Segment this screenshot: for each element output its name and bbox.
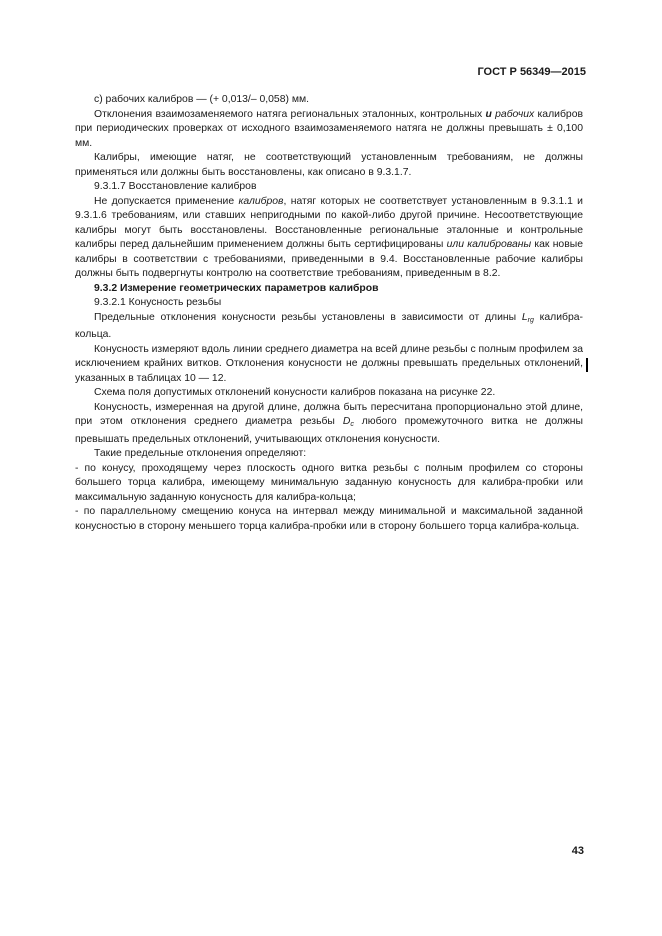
clause-heading-9-3-2-1: 9.3.2.1 Конусность резьбы [94, 297, 222, 308]
list-item-2: - по параллельному смещению конуса на интервал между минимальной и максимальной заданной конусностью в сторону меньшего торца калибра-пробки или в сторону большего торца калибра-кольца. [75, 506, 583, 532]
paragraph-5 [75, 195, 583, 282]
text-run-italic: или калиброваны [446, 239, 532, 250]
text-run-italic: рабочих [495, 108, 535, 120]
text-run: Конусность, измеренная на другой длине, должна быть пересчитана пропорционально этой длине, при этом отклонения среднего диаметра резьбы [75, 401, 583, 427]
text-run: Предельные отклонения конусности резьбы установлены в зависимости от длины [94, 311, 522, 323]
paragraph-8 [75, 311, 583, 343]
subscript-c: c [350, 421, 354, 428]
symbol-D: D [342, 416, 351, 427]
list-item-1: - по конусу, проходящему через плоскость одного витка резьбы с полным профилем со стороны большего торца калибра, имеющему минимальную заданную конусность для калибра-пробки или максимальную заданную конусность для калибра-кольца; [75, 462, 583, 503]
page-body [75, 93, 583, 534]
text-run-bold-italic: и [485, 108, 492, 120]
text-run: , натяг которых не соответствует установленным в 9.3.1.1 и 9.3.1.6 требованиям, или ставших непригодными по какой-либо другой причине. Несоответствующие калибры могут быть восстановлены. Восстановленные региональные эталонные и контрольные калибры перед дальнейшим применением должны быть сертифицированы [75, 195, 583, 250]
paragraph-10: Схема поля допустимых отклонений конусности калибров показана на рисунке 22. [94, 387, 496, 398]
paragraph-2 [75, 108, 583, 152]
paragraph-12: Такие предельные отклонения определяют: [94, 448, 307, 459]
doc-code-header: ГОСТ Р 56349—2015 [477, 66, 586, 78]
clause-heading-9-3-1-7: 9.3.1.7 Восстановление калибров [94, 181, 257, 192]
page-number: 43 [571, 845, 584, 857]
paragraph-3: Калибры, имеющие натяг, не соответствующий установленным требованиям, не должны применяться или должны быть восстановлены, как описано в 9.3.1.7. [75, 152, 583, 178]
section-heading-9-3-2: 9.3.2 Измерение геометрических параметров калибров [94, 282, 379, 294]
text-run: калибров при периодических проверках от исходного взаимозаменяемого натяга не должны превышать ± 0,100 мм. [75, 108, 583, 149]
paragraph-1: с) рабочих калибров — (+ 0,013/– 0,058) мм. [94, 94, 310, 105]
text-run: калибра-кольца. [75, 311, 583, 340]
text-run: любого промежуточного витка не должны превышать предельных отклонений, учитывающих отклонения конусности. [75, 416, 583, 445]
text-run: как новые калибры в соответствии с требованиями, приведенными в 9.4. Восстановленные рабочие калибры должны быть подвергнуты контролю на соответствие требованиям, приведенным в 8.2. [75, 239, 583, 279]
text-run: Не допускается применение [94, 195, 239, 207]
paragraph-11 [75, 401, 583, 448]
text-run: Отклонения взаимозаменяемого натяга региональных эталонных, контрольных [94, 108, 486, 120]
paragraph-9: Конусность измеряют вдоль линии среднего диаметра на всей длине резьбы с полным профилем за исключением крайних витков. Отклонения конусности не должны превышать предельных отклонений, указанных в таблицах 10 — 12. [75, 343, 583, 384]
change-bar [586, 358, 588, 372]
subscript-rg: rg [527, 316, 534, 324]
text-run-italic: калибров [238, 195, 284, 207]
symbol-L: L [521, 311, 528, 323]
